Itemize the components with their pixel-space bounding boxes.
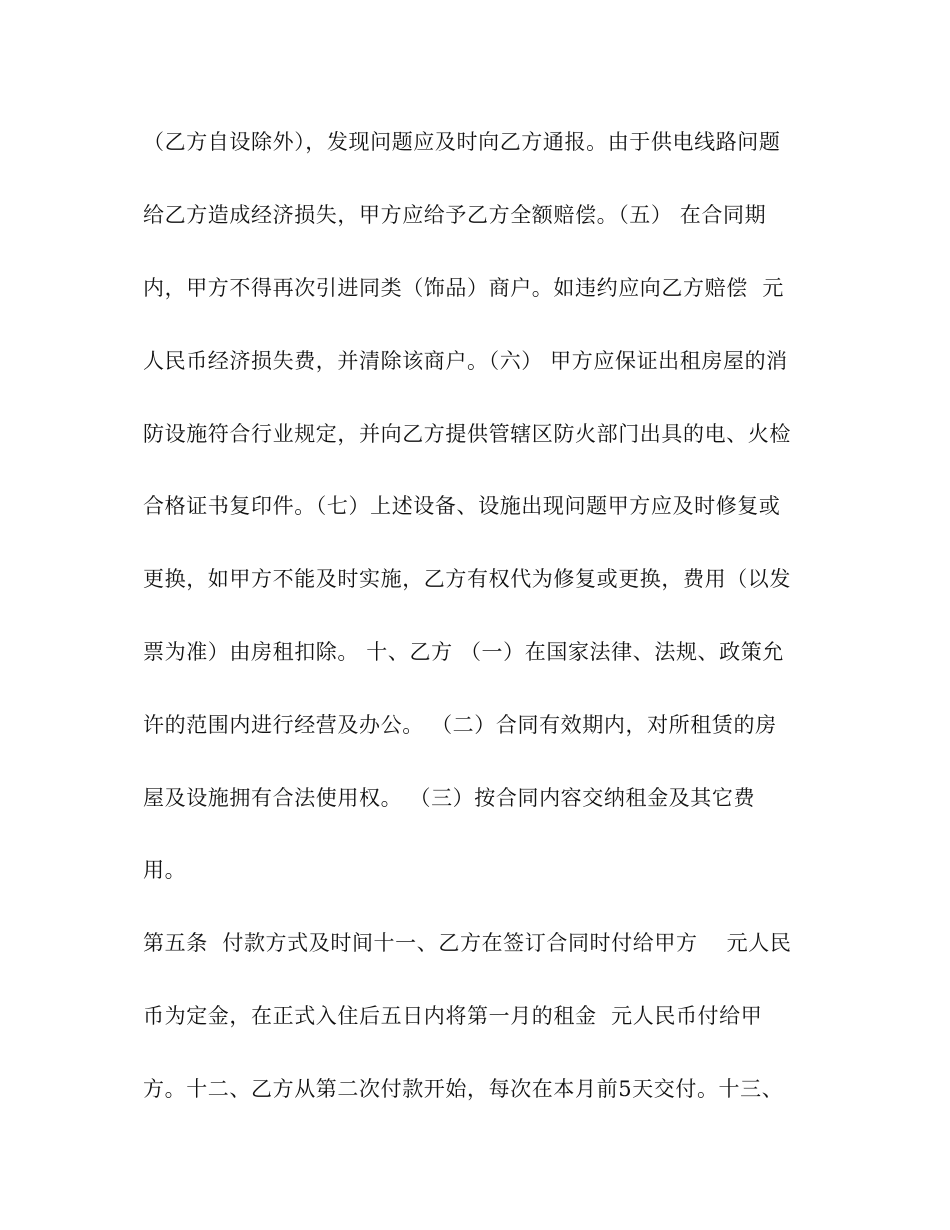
text-line: 屋及设施拥有合法使用权。 （三）按合同内容交纳租金及其它费	[143, 786, 756, 810]
text-line: 更换，如甲方不能及时实施，乙方有权代为修复或更换，费用（以发	[143, 567, 791, 591]
text-line: 合格证书复印件。（七）上述设备、设施出现问题甲方应及时修复或	[143, 494, 781, 518]
text-line: （乙方自设除外），发现问题应及时向乙方通报。由于供电线路问题	[143, 130, 781, 154]
text-line: 防设施符合行业规定，并向乙方提供管辖区防火部门出具的电、火检	[143, 422, 791, 446]
text-line: 方。十二、乙方从第二次付款开始，每次在本月前5天交付。十三、	[143, 1077, 784, 1101]
text-line: 第五条 付款方式及时间十一、乙方在签订合同时付给甲方 元人民	[143, 931, 792, 955]
text-line: 票为准）由房租扣除。 十、乙方 （一）在国家法律、法规、政策允	[143, 640, 784, 664]
text-line: 用。	[143, 858, 187, 882]
text-line: 许的范围内进行经营及办公。 （二）合同有效期内，对所租赁的房	[143, 713, 777, 737]
text-line: 币为定金，在正式入住后五日内将第一月的租金 元人民币付给甲	[143, 1004, 763, 1028]
text-line: 人民币经济损失费，并清除该商户。（六） 甲方应保证出租房屋的消	[143, 349, 788, 373]
text-line: 给乙方造成经济损失，甲方应给予乙方全额赔偿。（五） 在合同期	[143, 203, 767, 227]
text-line: 内，甲方不得再次引进同类（饰品）商户。如违约应向乙方赔偿 元	[143, 276, 784, 300]
